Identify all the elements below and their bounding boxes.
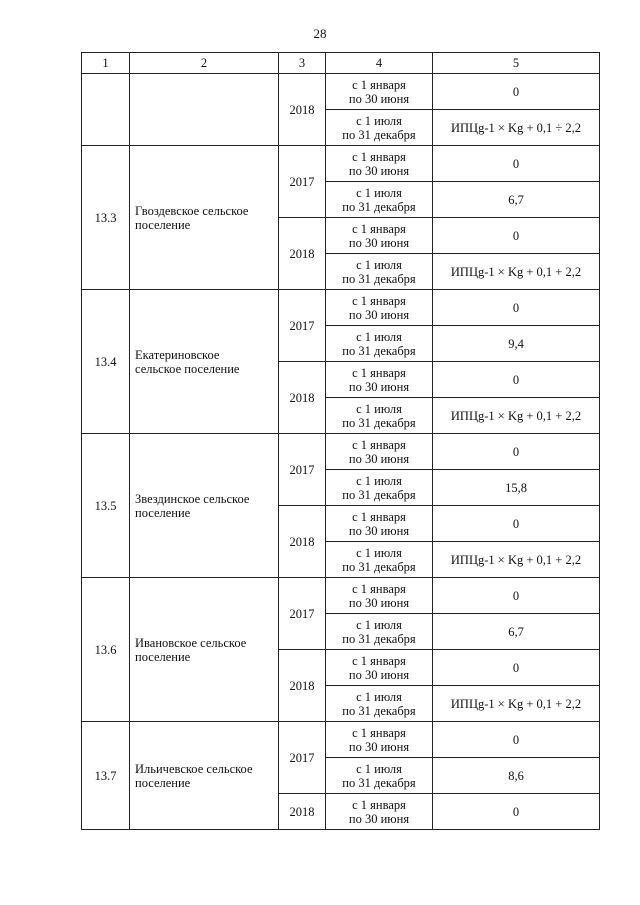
table-row: [82, 74, 600, 110]
year-cell: 2017: [279, 290, 326, 362]
value-cell: 0: [433, 146, 600, 182]
row-number: 13.5: [82, 434, 130, 578]
year-cell: 2018: [279, 218, 326, 290]
period-first-half: с 1 января по 30 июня: [326, 506, 433, 542]
value-cell: 0: [433, 650, 600, 686]
value-cell: 0: [433, 290, 600, 326]
period-first-half: с 1 января по 30 июня: [326, 794, 433, 830]
header-col-1: 1: [82, 53, 130, 74]
value-cell: 0: [433, 74, 600, 110]
row-number: 13.6: [82, 578, 130, 722]
period-first-half: с 1 января по 30 июня: [326, 578, 433, 614]
year-cell: 2017: [279, 578, 326, 650]
value-cell: ИПЦg-1 × Kg + 0,1 + 2,2: [433, 254, 600, 290]
header-col-5: 5: [433, 53, 600, 74]
value-cell: ИПЦg-1 × Kg + 0,1 + 2,2: [433, 686, 600, 722]
row-number: 13.7: [82, 722, 130, 830]
value-cell: 8,6: [433, 758, 600, 794]
value-cell: 0: [433, 722, 600, 758]
value-cell: ИПЦg-1 × Kg + 0,1 ÷ 2,2: [433, 110, 600, 146]
period-first-half: с 1 января по 30 июня: [326, 722, 433, 758]
period-first-half: с 1 января по 30 июня: [326, 146, 433, 182]
row-number-empty: [82, 74, 130, 146]
year-cell: 2018: [279, 650, 326, 722]
year-cell: 2018: [279, 506, 326, 578]
page-number: 28: [313, 26, 327, 41]
value-cell: ИПЦg-1 × Kg + 0,1 + 2,2: [433, 542, 600, 578]
header-col-4: 4: [326, 53, 433, 74]
row-number: 13.4: [82, 290, 130, 434]
settlement-name: Звездинское сельское поселение: [130, 434, 279, 578]
table-row: [82, 722, 600, 758]
tariff-table: [81, 52, 600, 830]
settlement-name-empty: [130, 74, 279, 146]
year-cell: 2017: [279, 146, 326, 218]
period-first-half: с 1 января по 30 июня: [326, 362, 433, 398]
year-cell: 2018: [279, 794, 326, 830]
year-cell: 2018: [279, 74, 326, 146]
year-cell: 2017: [279, 434, 326, 506]
settlement-name: Гвоздевское сельское поселение: [130, 146, 279, 290]
value-cell: 0: [433, 794, 600, 830]
value-cell: 9,4: [433, 326, 600, 362]
value-cell: 0: [433, 218, 600, 254]
settlement-name: Ильичевское сельское поселение: [130, 722, 279, 830]
value-cell: 6,7: [433, 182, 600, 218]
table-row: [82, 146, 600, 182]
value-cell: 0: [433, 362, 600, 398]
value-cell: 6,7: [433, 614, 600, 650]
period-first-half: с 1 января по 30 июня: [326, 218, 433, 254]
year-cell: 2017: [279, 722, 326, 794]
period-first-half: с 1 января по 30 июня: [326, 290, 433, 326]
table-row: [82, 290, 600, 326]
value-cell: 0: [433, 434, 600, 470]
period-second-half: с 1 июля по 31 декабря: [326, 398, 433, 434]
period-second-half: с 1 июля по 31 декабря: [326, 686, 433, 722]
period-first-half: с 1 января по 30 июня: [326, 434, 433, 470]
period-second-half: с 1 июля по 31 декабря: [326, 614, 433, 650]
table-row: [82, 434, 600, 470]
value-cell: ИПЦg-1 × Kg + 0,1 + 2,2: [433, 398, 600, 434]
header-col-3: 3: [279, 53, 326, 74]
period-second-half: с 1 июля по 31 декабря: [326, 110, 433, 146]
period-first-half: с 1 января по 30 июня: [326, 74, 433, 110]
period-second-half: с 1 июля по 31 декабря: [326, 182, 433, 218]
settlement-name: Ивановское сельское поселение: [130, 578, 279, 722]
row-number: 13.3: [82, 146, 130, 290]
value-cell: 15,8: [433, 470, 600, 506]
period-second-half: с 1 июля по 31 декабря: [326, 254, 433, 290]
period-second-half: с 1 июля по 31 декабря: [326, 470, 433, 506]
header-col-2: 2: [130, 53, 279, 74]
header-row: [82, 53, 600, 74]
period-second-half: с 1 июля по 31 декабря: [326, 758, 433, 794]
period-second-half: с 1 июля по 31 декабря: [326, 326, 433, 362]
settlement-name: Екатериновское сельское поселение: [130, 290, 279, 434]
value-cell: 0: [433, 578, 600, 614]
value-cell: 0: [433, 506, 600, 542]
period-second-half: с 1 июля по 31 декабря: [326, 542, 433, 578]
period-first-half: с 1 января по 30 июня: [326, 650, 433, 686]
year-cell: 2018: [279, 362, 326, 434]
table-row: [82, 578, 600, 614]
